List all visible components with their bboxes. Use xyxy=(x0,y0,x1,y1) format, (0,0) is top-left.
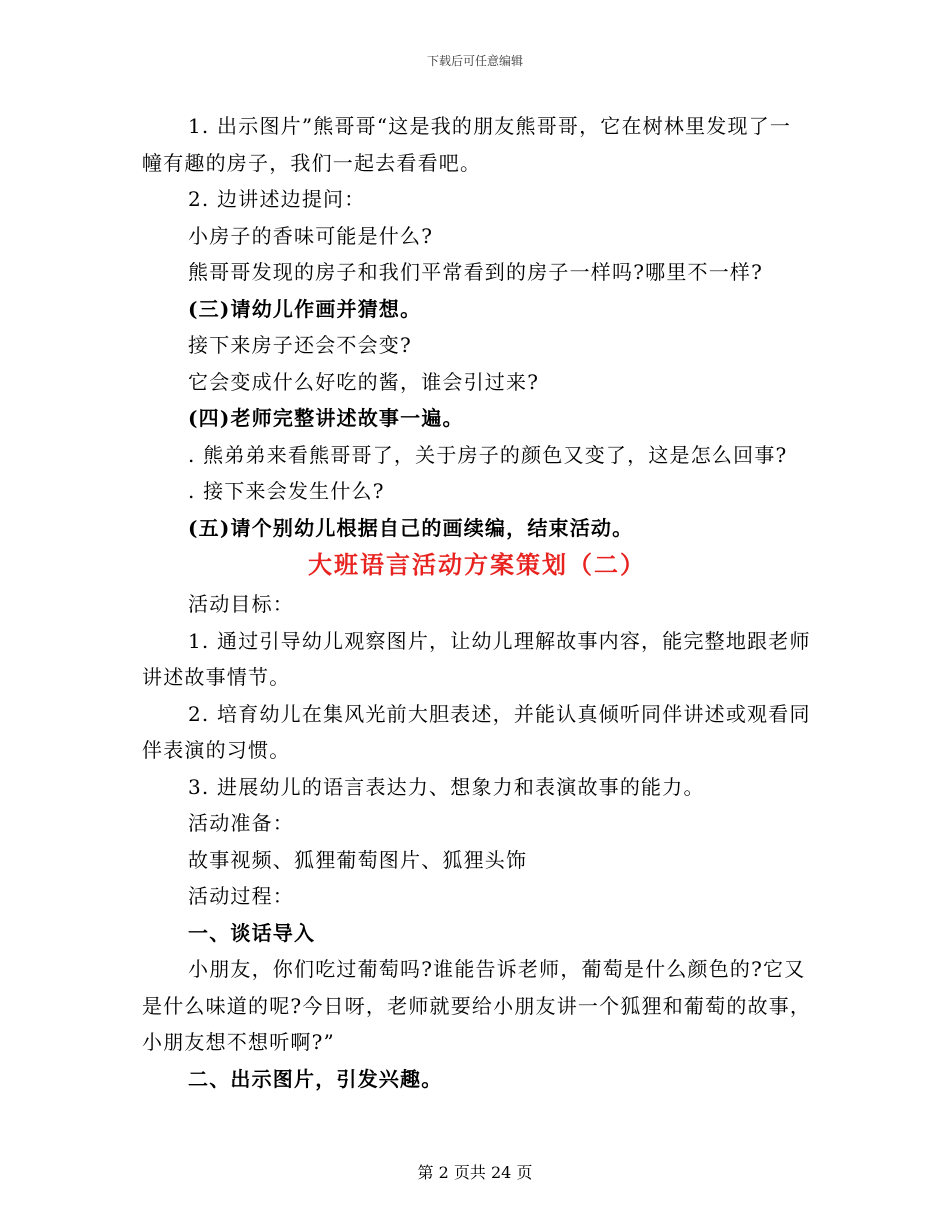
section-heading: 二、出示图片，引发兴趣。 xyxy=(188,1066,443,1091)
paragraph: 2. 培育幼儿在集风光前大胆表述，并能认真倾听同伴讲述或观看同伴表演的习惯。 xyxy=(142,701,811,762)
paragraph: 3. 进展幼儿的语言表达力、想象力和表演故事的能力。 xyxy=(188,774,705,799)
page-header: 下载后可任意编辑 xyxy=(426,54,523,68)
paragraph: 接下来房子还会不会变? xyxy=(188,333,412,357)
document-body xyxy=(142,108,812,1097)
section-heading: (三)请幼儿作画并猜想。 xyxy=(188,296,422,321)
section-heading: (五)请个别幼儿根据自己的画续编，结束活动。 xyxy=(188,515,634,540)
paragraph: 2. 边讲述边提问： xyxy=(188,187,366,211)
paragraph: 活动准备： xyxy=(188,811,294,835)
section-heading: 一、谈话导入 xyxy=(188,920,316,945)
section-heading: (四)老师完整讲述故事一遍。 xyxy=(188,406,464,430)
paragraph: 故事视频、狐狸葡萄图片、狐狸头饰 xyxy=(188,847,528,872)
paragraph: 熊哥哥发现的房子和我们平常看到的房子一样吗?哪里不一样? xyxy=(188,260,764,284)
paragraph: . 接下来会发生什么? xyxy=(188,479,385,503)
page-footer: 第 2 页共 24 页 xyxy=(417,1163,533,1182)
paragraph: . 熊弟弟来看熊哥哥了，关于房子的颜色又变了，这是怎么回事? xyxy=(188,442,788,467)
document-title: 大班语言活动方案策划（二） xyxy=(308,550,646,579)
paragraph: 小房子的香味可能是什么? xyxy=(188,223,434,248)
paragraph: 活动过程： xyxy=(188,884,294,908)
paragraph: 1. 通过引导幼儿观察图片，让幼儿理解故事内容，能完整地跟老师讲述故事情节。 xyxy=(142,628,811,689)
paragraph: 活动目标： xyxy=(188,592,294,616)
paragraph: 1. 出示图片”熊哥哥“这是我的朋友熊哥哥，它在树林里发现了一幢有趣的房子，我们一起去看看吧。 xyxy=(142,114,792,175)
paragraph: 小朋友，你们吃过葡萄吗?谁能告诉老师，葡萄是什么颜色的?它又是什么味道的呢?今日呀，老师就要给小朋友讲一个狐狸和葡萄的故事，小朋友想不想听啊?” xyxy=(142,957,812,1054)
paragraph: 它会变成什么好吃的酱，谁会引过来? xyxy=(188,369,540,394)
